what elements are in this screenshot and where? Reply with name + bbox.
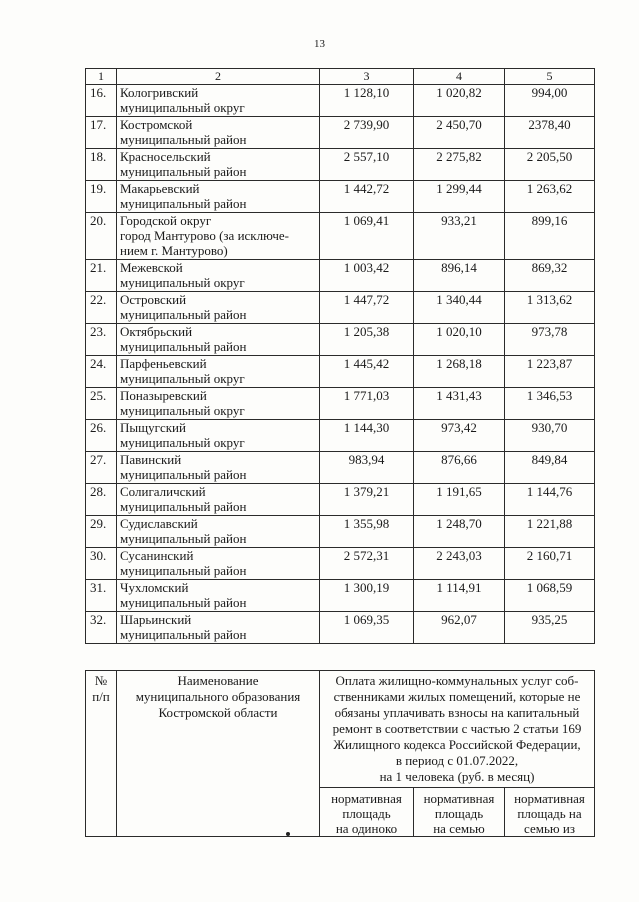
municipality-name-line: Межевской (120, 260, 183, 275)
municipality-name-line: Парфеньевский (120, 356, 207, 371)
municipality-name-line: муниципальный округ (120, 371, 245, 386)
row-number: 17. (86, 117, 117, 149)
table-row (86, 213, 595, 260)
table-row (86, 260, 595, 292)
subheader-line: нормативная (331, 791, 402, 806)
municipality-name (117, 324, 320, 356)
value-col3: 1 300,19 (320, 580, 414, 612)
table-row (86, 452, 595, 484)
table-row (86, 324, 595, 356)
value-col4: 876,66 (414, 452, 505, 484)
value-col3: 1 442,72 (320, 181, 414, 213)
municipality-name-line: Макарьевский (120, 181, 200, 196)
value-col5: 1 068,59 (505, 580, 595, 612)
value-col5: 935,25 (505, 612, 595, 644)
municipality-name (117, 85, 320, 117)
table-row (86, 149, 595, 181)
municipality-name (117, 117, 320, 149)
table-row (86, 484, 595, 516)
row-number: 29. (86, 516, 117, 548)
area-family-header (414, 788, 505, 837)
value-col3: 1 447,72 (320, 292, 414, 324)
municipality-name-line: Павинский (120, 452, 182, 467)
subheader-line: площадь на (517, 806, 582, 821)
header-table (85, 670, 595, 837)
municipality-name (117, 452, 320, 484)
value-col3: 1 445,42 (320, 356, 414, 388)
column-number-3: 3 (320, 69, 414, 85)
number-header-line: п/п (92, 689, 110, 704)
value-col5: 849,84 (505, 452, 595, 484)
municipality-name (117, 580, 320, 612)
description-line: в период с 01.07.2022, (395, 753, 519, 768)
subheader-line: площадь (342, 806, 391, 821)
municipality-name-line: муниципальный район (120, 627, 247, 642)
table-row (86, 516, 595, 548)
subheader-line: нормативная (514, 791, 585, 806)
row-number: 27. (86, 452, 117, 484)
municipality-name (117, 484, 320, 516)
municipality-name (117, 516, 320, 548)
municipality-name-line: Костромской (120, 117, 193, 132)
row-number: 23. (86, 324, 117, 356)
area-family-of-header (505, 788, 595, 837)
description-line: Оплата жилищно-коммунальных услуг соб- (335, 673, 579, 688)
number-header (86, 671, 117, 837)
municipality-name (117, 213, 320, 260)
table-row (86, 388, 595, 420)
table-row (86, 181, 595, 213)
subheader-line: нормативная (423, 791, 495, 806)
value-col3: 1 205,38 (320, 324, 414, 356)
value-col4: 1 020,82 (414, 85, 505, 117)
description-line: Жилищного кодекса Российской Федерации, (333, 737, 581, 752)
area-single-header (320, 788, 414, 837)
value-col4: 1 191,65 (414, 484, 505, 516)
municipality-name-header (117, 671, 320, 837)
municipality-name-line: муниципальный район (120, 132, 247, 147)
table-row (86, 85, 595, 117)
value-col5: 930,70 (505, 420, 595, 452)
value-col5: 1 313,62 (505, 292, 595, 324)
municipality-name-line: муниципальный район (120, 307, 247, 322)
value-col3: 1 069,41 (320, 213, 414, 260)
table-row (86, 580, 595, 612)
description-line: на 1 человека (руб. в месяц) (379, 769, 535, 784)
municipality-name-line: муниципальный округ (120, 435, 245, 450)
value-col4: 2 450,70 (414, 117, 505, 149)
value-col4: 2 243,03 (414, 548, 505, 580)
row-number: 16. (86, 85, 117, 117)
municipality-name-line: Поназыревский (120, 388, 207, 403)
value-col3: 1 069,35 (320, 612, 414, 644)
value-col4: 933,21 (414, 213, 505, 260)
value-col3: 1 379,21 (320, 484, 414, 516)
row-number: 26. (86, 420, 117, 452)
municipality-name-line: муниципальный округ (120, 275, 245, 290)
scan-dot (286, 832, 290, 836)
payment-description-header (320, 671, 595, 788)
row-number: 31. (86, 580, 117, 612)
description-line: ственниками жилых помещений, которые не (333, 689, 581, 704)
row-number: 32. (86, 612, 117, 644)
row-number: 22. (86, 292, 117, 324)
value-col5: 869,32 (505, 260, 595, 292)
municipality-header-line: Наименование (177, 673, 259, 688)
value-col4: 1 020,10 (414, 324, 505, 356)
municipality-name (117, 149, 320, 181)
value-col4: 1 114,91 (414, 580, 505, 612)
payments-table (85, 68, 595, 644)
table-row (86, 420, 595, 452)
value-col3: 1 355,98 (320, 516, 414, 548)
municipality-name-line: Чухломский (120, 580, 189, 595)
value-col3: 983,94 (320, 452, 414, 484)
description-line: обязаны уплачивать взносы на капитальный (334, 705, 580, 720)
municipality-name-line: муниципальный район (120, 499, 247, 514)
value-col4: 1 299,44 (414, 181, 505, 213)
column-number-4: 4 (414, 69, 505, 85)
municipality-name-line: Городской округ (120, 213, 212, 228)
municipality-name (117, 260, 320, 292)
column-number-row (86, 69, 595, 85)
row-number: 20. (86, 213, 117, 260)
row-number: 24. (86, 356, 117, 388)
value-col3: 2 557,10 (320, 149, 414, 181)
value-col5: 899,16 (505, 213, 595, 260)
municipality-header-line: муниципального образования (135, 689, 301, 704)
municipality-name-line: Октябрьский (120, 324, 193, 339)
value-col3: 2 739,90 (320, 117, 414, 149)
value-col3: 1 771,03 (320, 388, 414, 420)
value-col4: 1 431,43 (414, 388, 505, 420)
value-col4: 1 268,18 (414, 356, 505, 388)
value-col3: 1 144,30 (320, 420, 414, 452)
value-col5: 973,78 (505, 324, 595, 356)
municipality-name-line: Кологривский (120, 85, 199, 100)
row-number: 28. (86, 484, 117, 516)
municipality-name-line: Судиславский (120, 516, 198, 531)
value-col3: 2 572,31 (320, 548, 414, 580)
municipality-name-line: муниципальный округ (120, 100, 245, 115)
value-col4: 2 275,82 (414, 149, 505, 181)
table-row (86, 548, 595, 580)
subheader-line: семью из (524, 821, 575, 836)
municipality-header-line: Костромской области (158, 705, 278, 720)
value-col4: 962,07 (414, 612, 505, 644)
municipality-name-line: город Мантурово (за исключе- (120, 228, 289, 243)
column-number-1: 1 (86, 69, 117, 85)
municipality-name-line: муниципальный район (120, 595, 247, 610)
row-number: 18. (86, 149, 117, 181)
table-row (86, 292, 595, 324)
header-row (86, 671, 595, 788)
municipality-name (117, 181, 320, 213)
value-col4: 973,42 (414, 420, 505, 452)
value-col5: 1 346,53 (505, 388, 595, 420)
municipality-name-line: Сусанинский (120, 548, 194, 563)
municipality-name-line: Пыщугский (120, 420, 186, 435)
municipality-name-line: муниципальный район (120, 164, 247, 179)
value-col5: 994,00 (505, 85, 595, 117)
value-col5: 1 221,88 (505, 516, 595, 548)
municipality-name-line: муниципальный район (120, 563, 247, 578)
table-row (86, 117, 595, 149)
subheader-line: площадь (434, 806, 484, 821)
value-col5: 2378,40 (505, 117, 595, 149)
municipality-name-line: муниципальный район (120, 339, 247, 354)
municipality-name-line: муниципальный район (120, 531, 247, 546)
municipality-name-line: Шарьинский (120, 612, 192, 627)
value-col4: 896,14 (414, 260, 505, 292)
number-header-line: № (94, 673, 108, 688)
value-col3: 1 003,42 (320, 260, 414, 292)
municipality-name-line: Солигаличский (120, 484, 206, 499)
municipality-name-line: муниципальный район (120, 196, 247, 211)
value-col5: 1 263,62 (505, 181, 595, 213)
municipality-name (117, 356, 320, 388)
row-number: 19. (86, 181, 117, 213)
value-col5: 1 223,87 (505, 356, 595, 388)
municipality-name-line: Островский (120, 292, 187, 307)
table-row (86, 612, 595, 644)
column-number-5: 5 (505, 69, 595, 85)
subheader-line: на одиноко (335, 821, 398, 836)
payments-table-body (86, 69, 595, 644)
page-number: 13 (314, 38, 325, 50)
value-col3: 1 128,10 (320, 85, 414, 117)
table-row (86, 356, 595, 388)
description-line: ремонт в соответствии с частью 2 статьи 169 (332, 721, 582, 736)
municipality-name (117, 612, 320, 644)
row-number: 21. (86, 260, 117, 292)
municipality-name-line: нием г. Мантурово) (120, 243, 228, 258)
municipality-name (117, 420, 320, 452)
column-number-2: 2 (117, 69, 320, 85)
municipality-name (117, 388, 320, 420)
value-col5: 2 205,50 (505, 149, 595, 181)
municipality-name-line: муниципальный округ (120, 403, 245, 418)
municipality-name (117, 292, 320, 324)
municipality-name-line: муниципальный район (120, 467, 247, 482)
municipality-name (117, 548, 320, 580)
value-col4: 1 248,70 (414, 516, 505, 548)
row-number: 30. (86, 548, 117, 580)
value-col5: 2 160,71 (505, 548, 595, 580)
subheader-line: на семью (433, 821, 485, 836)
row-number: 25. (86, 388, 117, 420)
value-col4: 1 340,44 (414, 292, 505, 324)
municipality-name-line: Красносельский (120, 149, 211, 164)
value-col5: 1 144,76 (505, 484, 595, 516)
